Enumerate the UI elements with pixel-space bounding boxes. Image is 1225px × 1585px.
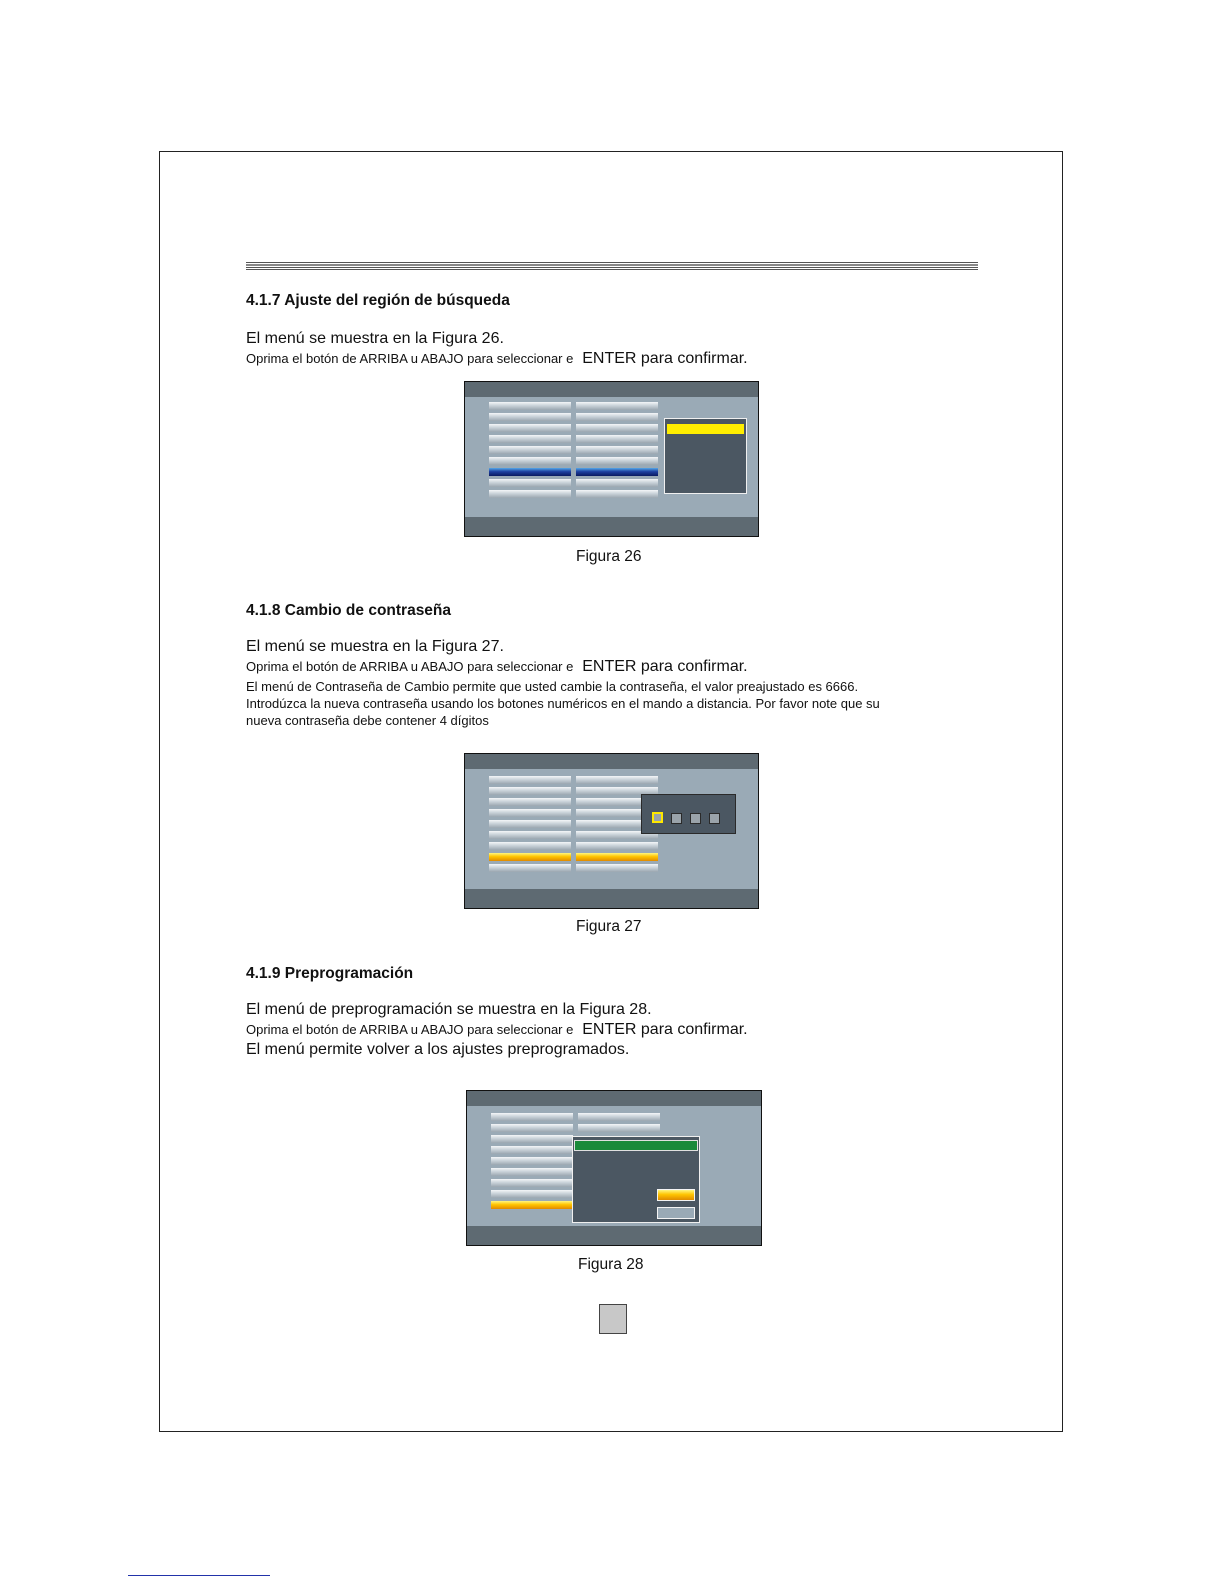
menu-column-left [489, 776, 571, 875]
menu-row [489, 446, 571, 454]
menu-row-selected [491, 1201, 573, 1209]
menu-column-right [576, 402, 658, 501]
para-4-1-8-line2 [246, 658, 748, 676]
menu-row [578, 1124, 660, 1132]
menu-row [576, 479, 658, 487]
footer-link-underline [128, 1575, 270, 1576]
pin-digit-2[interactable] [671, 813, 682, 824]
menu-row [489, 820, 571, 828]
page-number-box [599, 1304, 627, 1334]
para-4-1-7-line2 [246, 350, 748, 368]
menu-row [489, 787, 571, 795]
menu-row [576, 864, 658, 872]
para-4-1-9-line1: El menú de preprogramación se muestra en la Figura 28. [246, 1001, 652, 1018]
caption-figura-28: Figura 28 [578, 1256, 644, 1273]
menu-row [489, 798, 571, 806]
menu-row [576, 446, 658, 454]
menu-row-selected [489, 468, 571, 476]
menu-row [576, 457, 658, 465]
caption-figura-26: Figura 26 [576, 548, 642, 565]
menu-row [578, 1113, 660, 1121]
menu-column-right [578, 1113, 660, 1135]
menu-row [489, 435, 571, 443]
pin-digit-1[interactable] [652, 812, 663, 823]
heading-4-1-8: 4.1.8 Cambio de contraseña [246, 602, 452, 619]
menu-row [489, 413, 571, 421]
menu-row [491, 1124, 573, 1132]
menu-column-left [491, 1113, 573, 1212]
para-4-1-7-line1: El menú se muestra en la Figura 26. [246, 330, 504, 347]
reset-confirm-popup [572, 1136, 700, 1223]
menu-row [576, 402, 658, 410]
enter-text: ENTER para confirmar. [582, 658, 748, 675]
screen-help-bar [465, 517, 758, 536]
figure-28-screen [466, 1090, 762, 1246]
menu-row [491, 1113, 573, 1121]
pin-digit-3[interactable] [690, 813, 701, 824]
screen-title-bar [467, 1091, 761, 1106]
caption-figura-27: Figura 27 [576, 918, 642, 935]
instruction-text: Oprima el botón de ARRIBA u ABAJO para seleccionar e [246, 1022, 574, 1037]
menu-row [489, 424, 571, 432]
para-4-1-8-line1: El menú se muestra en la Figura 27. [246, 638, 504, 655]
menu-row-selected [489, 853, 571, 861]
menu-row [489, 776, 571, 784]
menu-row [576, 413, 658, 421]
menu-row [576, 490, 658, 498]
cancel-button[interactable] [657, 1207, 695, 1219]
menu-row [489, 864, 571, 872]
figure-26-screen [464, 381, 759, 537]
menu-row [576, 424, 658, 432]
figure-27-screen [464, 753, 759, 909]
menu-row [576, 435, 658, 443]
menu-row [491, 1179, 573, 1187]
menu-row [491, 1168, 573, 1176]
menu-column-left [489, 402, 571, 501]
para-4-1-8-line4: Introdúzca la nueva contraseña usando los botones numéricos en el mando a distancia. Por favor note que su [246, 696, 880, 711]
menu-row [491, 1157, 573, 1165]
instruction-text: Oprima el botón de ARRIBA u ABAJO para seleccionar e [246, 659, 574, 674]
menu-row-selected [576, 853, 658, 861]
popup-title-bar [574, 1140, 698, 1151]
heading-4-1-9: 4.1.9 Preprogramación [246, 965, 414, 982]
confirm-button[interactable] [657, 1189, 695, 1201]
menu-row [576, 842, 658, 850]
menu-row [491, 1146, 573, 1154]
menu-row [489, 809, 571, 817]
para-4-1-9-line3: El menú permite volver a los ajustes preprogramados. [246, 1041, 630, 1058]
screen-title-bar [465, 754, 758, 769]
header-rule [246, 262, 978, 270]
menu-row [489, 457, 571, 465]
menu-row [489, 842, 571, 850]
screen-help-bar [467, 1226, 761, 1245]
menu-row [491, 1190, 573, 1198]
menu-row [489, 831, 571, 839]
heading-4-1-7: 4.1.7 Ajuste del región de búsqueda [246, 292, 510, 309]
screen-title-bar [465, 382, 758, 397]
para-4-1-8-line5: nueva contraseña debe contener 4 dígitos [246, 713, 489, 728]
menu-row [489, 490, 571, 498]
instruction-text: Oprima el botón de ARRIBA u ABAJO para seleccionar e [246, 351, 574, 366]
password-popup [641, 794, 736, 834]
menu-row [576, 776, 658, 784]
para-4-1-8-line3: El menú de Contraseña de Cambio permite que usted cambie la contraseña, el valor preajustado es 6666. [246, 679, 859, 694]
region-popup [664, 418, 747, 494]
enter-text: ENTER para confirmar. [582, 350, 748, 367]
screen-help-bar [465, 889, 758, 908]
pin-digit-4[interactable] [709, 813, 720, 824]
menu-row [489, 479, 571, 487]
menu-row [489, 402, 571, 410]
region-option-selected [667, 424, 744, 434]
menu-row-selected [576, 468, 658, 476]
enter-text: ENTER para confirmar. [582, 1021, 748, 1038]
para-4-1-9-line2 [246, 1021, 748, 1039]
menu-row [491, 1135, 573, 1143]
